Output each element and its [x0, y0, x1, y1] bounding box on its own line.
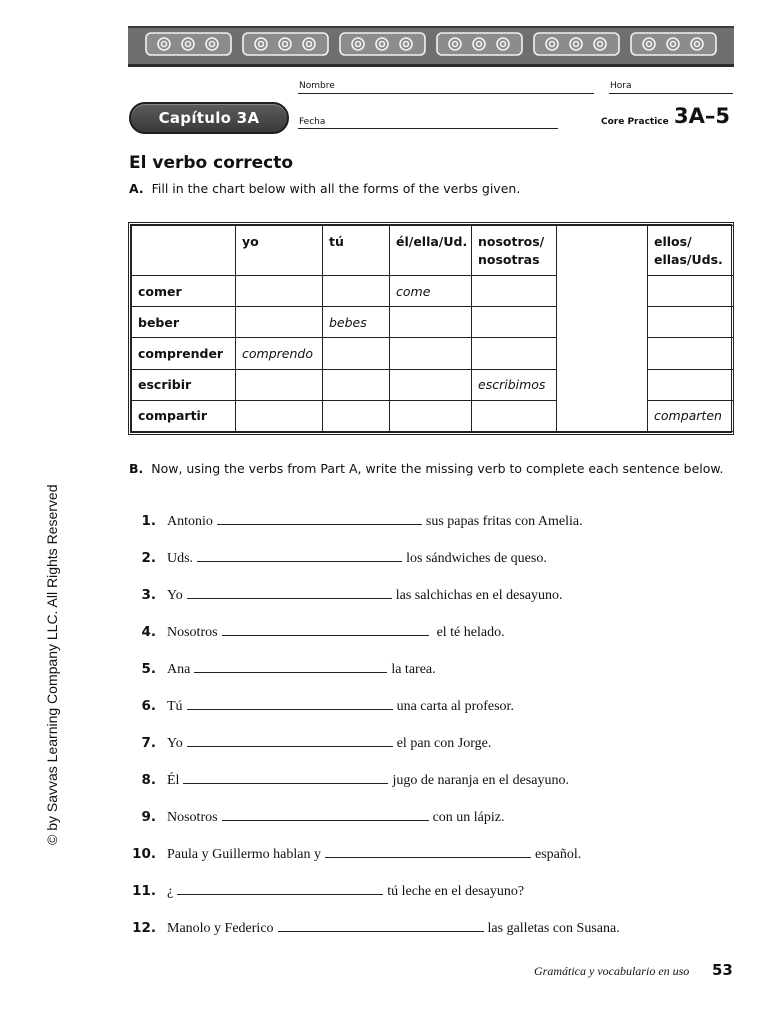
list-item	[130, 845, 581, 869]
list-item	[130, 697, 514, 721]
answer-blank[interactable]	[222, 623, 429, 636]
part-a-instruction	[129, 181, 520, 196]
answer-cell[interactable]	[648, 338, 734, 369]
item-number: 11.	[132, 883, 156, 899]
item-number: 10.	[132, 846, 156, 862]
item-number: 6.	[141, 698, 156, 714]
part-a-text: Fill in the chart below with all the forms of the verbs given.	[151, 181, 521, 196]
sentence-end: las galletas con Susana.	[487, 921, 620, 936]
chapter-badge: Capítulo 3A	[129, 102, 289, 134]
date-field[interactable]	[298, 128, 558, 129]
name-label: Nombre	[299, 81, 335, 91]
sentence-end: la tarea.	[391, 662, 436, 677]
answer-blank[interactable]	[222, 808, 429, 821]
item-number: 3.	[141, 587, 156, 603]
sentence-start: Nosotros	[167, 625, 218, 640]
core-practice-label: Core Practice	[601, 117, 669, 127]
decorative-banner	[128, 26, 734, 67]
answer-cell[interactable]	[323, 338, 390, 369]
sentence-end: una carta al profesor.	[396, 699, 514, 714]
item-number: 7.	[141, 735, 156, 751]
header-ellos: ellos/ ellas/Uds.	[648, 226, 734, 276]
copyright-notice: © by Savvas Learning Company LLC. All Rights Reserved	[44, 484, 60, 845]
answer-cell[interactable]	[236, 369, 323, 400]
page-number: 53	[712, 961, 733, 979]
sentence-start: Nosotros	[167, 810, 218, 825]
sentence-start: Yo	[167, 736, 183, 751]
example-cell: bebes	[323, 307, 390, 338]
header-el: él/ella/Ud.	[390, 226, 472, 276]
answer-cell[interactable]	[390, 338, 472, 369]
list-item	[130, 808, 504, 832]
answer-cell[interactable]	[323, 400, 390, 431]
list-item	[130, 771, 569, 795]
verb-label: comprender	[132, 338, 236, 369]
answer-cell[interactable]	[472, 400, 557, 431]
answer-cell[interactable]	[648, 276, 734, 307]
sentence-end: los sándwiches de queso.	[406, 551, 547, 566]
sentence-end: el pan con Jorge.	[396, 736, 492, 751]
answer-blank[interactable]	[187, 697, 393, 710]
verb-label: escribir	[132, 369, 236, 400]
header-blank	[132, 226, 236, 276]
list-item	[130, 512, 583, 536]
answer-blank[interactable]	[325, 845, 531, 858]
item-number: 1.	[141, 513, 156, 529]
sentence-end: tú leche en el desayuno?	[387, 884, 525, 899]
sentence-end: jugo de naranja en el desayuno.	[392, 773, 569, 788]
answer-cell[interactable]	[390, 400, 472, 431]
answer-cell[interactable]	[472, 276, 557, 307]
sentence-start: Ana	[167, 662, 191, 677]
answer-cell[interactable]	[472, 307, 557, 338]
list-item	[130, 586, 563, 610]
sentence-end: el té helado.	[436, 625, 505, 640]
part-b-text: Now, using the verbs from Part A, write the missing verb to complete each sentence below.	[151, 461, 724, 476]
answer-cell[interactable]	[390, 307, 472, 338]
sentence-end: español.	[534, 847, 582, 862]
sentence-start: Paula y Guillermo hablan y	[167, 847, 321, 862]
verb-label: comer	[132, 276, 236, 307]
example-cell: comparten	[648, 400, 734, 431]
item-number: 12.	[132, 920, 156, 936]
answer-blank[interactable]	[194, 660, 387, 673]
answer-blank[interactable]	[217, 512, 422, 525]
example-cell: escribimos	[472, 369, 557, 400]
sentence-end: las salchichas en el desayuno.	[395, 588, 563, 603]
sentence-start: Uds.	[167, 551, 194, 566]
answer-cell[interactable]	[323, 369, 390, 400]
name-field[interactable]	[298, 93, 594, 94]
verb-conjugation-table	[128, 222, 734, 435]
answer-blank[interactable]	[278, 919, 484, 932]
list-item	[130, 549, 547, 573]
example-cell: come	[390, 276, 472, 307]
item-number: 4.	[141, 624, 156, 640]
sentence-end: sus papas fritas con Amelia.	[425, 514, 583, 529]
verb-label: beber	[132, 307, 236, 338]
item-number: 8.	[141, 772, 156, 788]
answer-blank[interactable]	[177, 882, 383, 895]
part-a-letter: A.	[129, 181, 144, 196]
sentence-end: con un lápiz.	[432, 810, 505, 825]
answer-blank[interactable]	[187, 586, 392, 599]
answer-cell[interactable]	[472, 338, 557, 369]
list-item	[130, 882, 524, 906]
header-yo: yo	[236, 226, 323, 276]
core-practice-number: 3A–5	[674, 104, 730, 128]
verb-label: compartir	[132, 400, 236, 431]
item-number: 5.	[141, 661, 156, 677]
header-vosotros-blank	[557, 226, 648, 432]
answer-cell[interactable]	[648, 369, 734, 400]
sentence-start: Antonio	[167, 514, 213, 529]
list-item	[130, 734, 491, 758]
header-nosotros: nosotros/ nosotras	[472, 226, 557, 276]
answer-cell[interactable]	[323, 276, 390, 307]
sentence-start: ¿	[167, 884, 174, 899]
answer-cell[interactable]	[236, 276, 323, 307]
answer-blank[interactable]	[187, 734, 393, 747]
book-title: Gramática y vocabulario en uso	[534, 964, 690, 978]
item-number: 2.	[141, 550, 156, 566]
date-label: Fecha	[299, 117, 326, 127]
answer-cell[interactable]	[236, 307, 323, 338]
list-item	[130, 919, 620, 943]
section-title: El verbo correcto	[129, 153, 294, 173]
sentence-start: Él	[167, 773, 180, 788]
answer-blank[interactable]	[183, 771, 388, 784]
sentence-start: Tú	[167, 699, 183, 714]
list-item	[130, 623, 505, 647]
hour-field[interactable]	[609, 93, 733, 94]
answer-cell[interactable]	[236, 400, 323, 431]
hour-label: Hora	[610, 81, 632, 91]
list-item	[130, 660, 436, 684]
header-tu: tú	[323, 226, 390, 276]
answer-cell[interactable]	[390, 369, 472, 400]
part-b-letter: B.	[129, 461, 144, 476]
part-b-instruction	[129, 460, 733, 477]
sentence-start: Manolo y Federico	[167, 921, 274, 936]
table-header-row	[132, 226, 734, 276]
item-number: 9.	[141, 809, 156, 825]
example-cell: comprendo	[236, 338, 323, 369]
sentence-start: Yo	[167, 588, 183, 603]
answer-cell[interactable]	[648, 307, 734, 338]
answer-blank[interactable]	[197, 549, 402, 562]
